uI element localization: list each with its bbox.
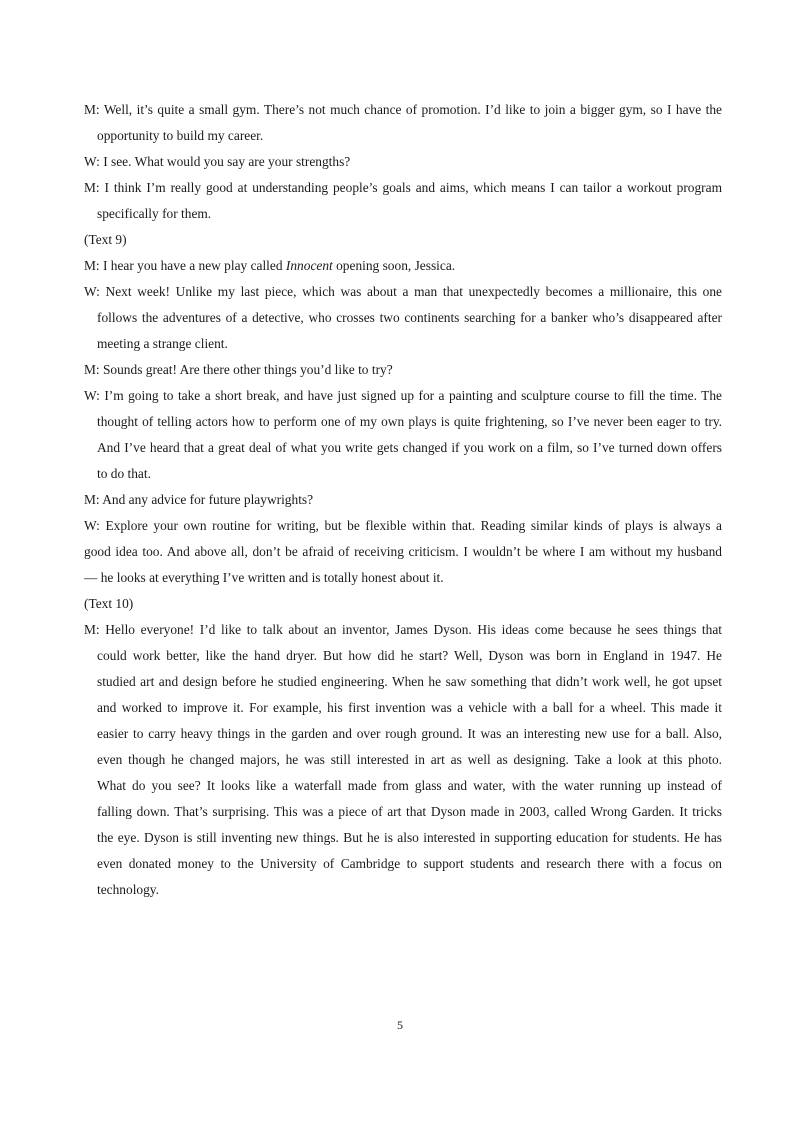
line-text: opening soon, Jessica.	[332, 258, 456, 273]
transcript-line: W: I’m going to take a short break, and have just signed up for a painting and sculpture course to fill the time. The	[84, 388, 722, 403]
transcript-line	[84, 253, 722, 279]
transcript-line: even donated money to the University of Cambridge to support students and research there with a focus on	[97, 856, 722, 871]
transcript-line: could work better, like the hand dryer. But how did he start? Well, Dyson was born in England in 1947. He	[97, 648, 722, 663]
play-title: Innocent	[285, 258, 333, 273]
transcript-line: M: And any advice for future playwrights?	[84, 492, 314, 507]
transcript-line: M: I think I’m really good at understanding people’s goals and aims, which means I can tailor a workout program	[84, 180, 722, 195]
transcript-line: falling down. That’s surprising. This was a piece of art that Dyson made in 2003, called Wrong Garden. It tricks	[97, 804, 722, 819]
transcript-line: (Text 9)	[84, 232, 127, 247]
transcript-line: W: Next week! Unlike my last piece, which was about a man that unexpectedly becomes a millionaire, this one	[84, 284, 722, 299]
transcript-line: easier to carry heavy things in the garden and over rough ground. It was an interesting new use for a ball. Also,	[97, 726, 722, 741]
transcript-line: follows the adventures of a detective, who crosses two continents searching for a banker who’s disappeared after	[97, 310, 722, 325]
transcript-line: thought of telling actors how to perform one of my own plays is quite frightening, so I’ve never been eager to try.	[97, 414, 722, 429]
transcript-line: opportunity to build my career.	[97, 128, 264, 143]
transcript-line: specifically for them.	[97, 206, 212, 221]
transcript-line: And I’ve heard that a great deal of what you write gets changed if you work on a film, so I’ve turned down offers	[97, 440, 722, 455]
transcript-line: the eye. Dyson is still inventing new things. But he is also interested in supporting education for students. He has	[97, 830, 722, 845]
line-text: M: I hear you have a new play called	[84, 258, 286, 273]
transcript-line: to do that.	[97, 466, 151, 481]
transcript-line: W: Explore your own routine for writing, but be flexible within that. Reading similar kinds of plays is always a	[84, 518, 722, 533]
transcript-line: (Text 10)	[84, 596, 134, 611]
transcript-line: W: I see. What would you say are your strengths?	[84, 154, 351, 169]
transcript-line: M: Well, it’s quite a small gym. There’s not much chance of promotion. I’d like to join a bigger gym, so I have the	[84, 102, 722, 117]
transcript-line: even though he changed majors, he was still interested in art as well as designing. Take a look at this photo.	[97, 752, 722, 767]
transcript-body	[84, 97, 722, 903]
transcript-line: — he looks at everything I’ve written and is totally honest about it.	[84, 570, 444, 585]
transcript-line: technology.	[97, 882, 159, 897]
transcript-line: and worked to improve it. For example, his first invention was a vehicle with a ball for a wheel. This made it	[97, 700, 722, 715]
transcript-line: meeting a strange client.	[97, 336, 228, 351]
transcript-line: M: Sounds great! Are there other things you’d like to try?	[84, 362, 393, 377]
transcript-line: good idea too. And above all, don’t be afraid of receiving criticism. I wouldn’t be where I am without my husband	[84, 544, 722, 559]
transcript-line: M: Hello everyone! I’d like to talk about an inventor, James Dyson. His ideas come because he sees things that	[84, 622, 722, 637]
transcript-line: What do you see? It looks like a waterfall made from glass and water, with the water running up instead of	[97, 778, 722, 793]
transcript-line: studied art and design before he studied engineering. When he saw something that didn’t work well, he got upset	[97, 674, 722, 689]
page-number: 5	[397, 1018, 403, 1032]
